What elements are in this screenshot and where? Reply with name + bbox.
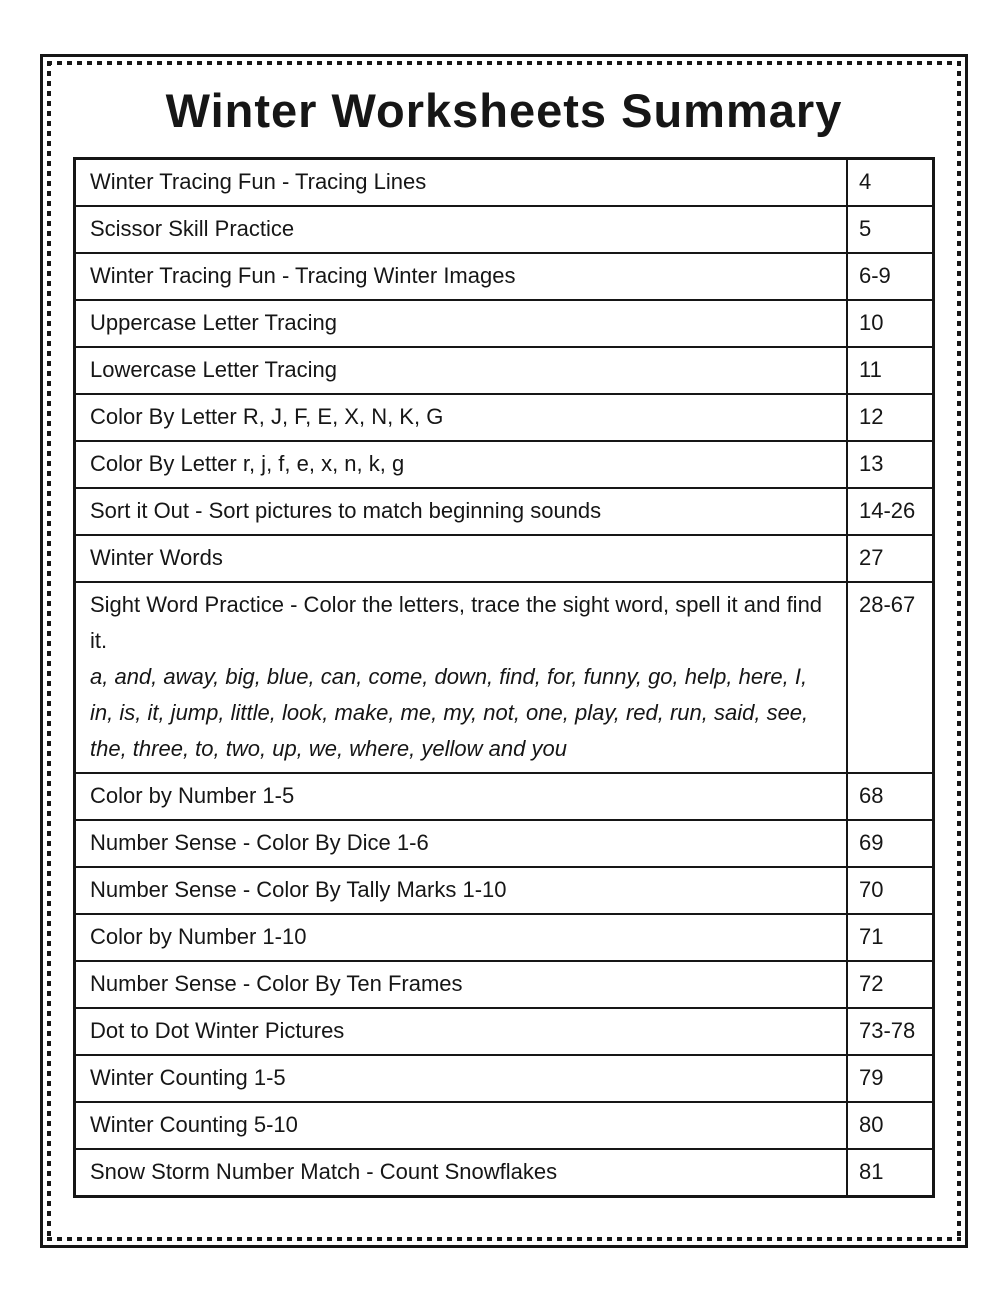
page-number-cell [846, 774, 932, 819]
dashed-border-bottom [47, 1237, 961, 1241]
page-number: 12 [859, 404, 884, 429]
worksheet-name: Number Sense - Color By Ten Frames [90, 971, 463, 996]
page-number: 68 [859, 783, 884, 808]
worksheet-name: Sort it Out - Sort pictures to match beginning sounds [90, 498, 602, 523]
worksheet-name-cell [76, 301, 846, 346]
table-row [76, 442, 932, 489]
page-number-cell [846, 821, 932, 866]
page-number: 69 [859, 830, 884, 855]
page-number: 27 [859, 545, 884, 570]
worksheet-name: Scissor Skill Practice [90, 216, 295, 241]
page-number-cell [846, 395, 932, 440]
worksheet-name-cell [76, 774, 846, 819]
page-number-cell [846, 962, 932, 1007]
page-number: 28-67 [859, 592, 916, 617]
page-number: 6-9 [859, 263, 891, 288]
table-row [76, 160, 932, 207]
worksheet-name-cell [76, 962, 846, 1007]
worksheet-name: Winter Tracing Fun - Tracing Lines [90, 169, 427, 194]
page-number-cell [846, 1009, 932, 1054]
worksheet-name: Winter Tracing Fun - Tracing Winter Images [90, 263, 516, 288]
worksheet-name-cell [76, 1009, 846, 1054]
page-number-cell [846, 1150, 932, 1195]
worksheet-name: Lowercase Letter Tracing [90, 357, 338, 382]
worksheet-name-cell [76, 207, 846, 252]
page-number: 11 [859, 357, 882, 382]
page-number: 71 [859, 924, 884, 949]
worksheet-name: Uppercase Letter Tracing [90, 310, 338, 335]
page-number-cell [846, 442, 932, 487]
table-row [76, 774, 932, 821]
table-row [76, 1103, 932, 1150]
table-row [76, 583, 932, 774]
worksheet-name-cell [76, 583, 846, 772]
table-row [76, 348, 932, 395]
worksheet-name: Color By Letter r, j, f, e, x, n, k, g [90, 451, 405, 476]
table-row [76, 868, 932, 915]
page-title: Winter Worksheets Summary [165, 84, 843, 137]
sight-words-list: a, and, away, big, blue, can, come, down, find, for, funny, go, help, here, I, in, is, it, jump, little, look, make, me, my, not, one, play, red, run, said, see, the, three, to, two, up, we, where, yellow and you [90, 664, 809, 761]
page-content [43, 57, 965, 1198]
worksheet-name: Dot to Dot Winter Pictures [90, 1018, 345, 1043]
worksheet-name: Snow Storm Number Match - Count Snowflakes [90, 1159, 558, 1184]
worksheet-name: Winter Counting 5-10 [90, 1112, 298, 1137]
worksheet-name: Number Sense - Color By Dice 1-6 [90, 830, 429, 855]
worksheet-name-cell [76, 395, 846, 440]
page-number-cell [846, 915, 932, 960]
worksheet-name-cell [76, 348, 846, 393]
page-number: 4 [859, 169, 872, 194]
worksheet-name: Sight Word Practice - Color the letters, trace the sight word, spell it and find it. [90, 592, 823, 653]
table-row [76, 395, 932, 442]
table-row [76, 915, 932, 962]
worksheet-name: Number Sense - Color By Tally Marks 1-10 [90, 877, 507, 902]
summary-table-body [73, 157, 935, 1198]
page-number: 70 [859, 877, 884, 902]
worksheet-name-cell [76, 868, 846, 913]
page-number: 5 [859, 216, 872, 241]
page-number: 81 [859, 1159, 884, 1184]
page-number-cell [846, 1103, 932, 1148]
table-row [76, 1009, 932, 1056]
worksheet-name-cell [76, 1103, 846, 1148]
page-number: 10 [859, 310, 884, 335]
page-number-cell [846, 301, 932, 346]
page-number: 72 [859, 971, 884, 996]
table-row [76, 301, 932, 348]
worksheet-name-cell [76, 442, 846, 487]
worksheet-name-cell [76, 536, 846, 581]
page-number-cell [846, 536, 932, 581]
table-row [76, 207, 932, 254]
table-row [76, 489, 932, 536]
worksheet-name-cell [76, 160, 846, 205]
worksheet-name-cell [76, 1056, 846, 1101]
worksheet-name-cell [76, 1150, 846, 1195]
table-row [76, 536, 932, 583]
worksheet-name: Winter Counting 1-5 [90, 1065, 286, 1090]
page-number-cell [846, 868, 932, 913]
page-frame [40, 54, 968, 1248]
worksheet-name: Winter Words [90, 545, 223, 570]
page-number: 73-78 [859, 1018, 916, 1043]
worksheet-name-cell [76, 254, 846, 299]
page-number-cell [846, 254, 932, 299]
page-number: 80 [859, 1112, 884, 1137]
page-number-cell [846, 489, 932, 534]
worksheet-name: Color By Letter R, J, F, E, X, N, K, G [90, 404, 444, 429]
table-row [76, 821, 932, 868]
page-number-cell [846, 1056, 932, 1101]
page-number: 79 [859, 1065, 884, 1090]
page-number-cell [846, 583, 932, 772]
worksheet-name-cell [76, 915, 846, 960]
table-row [76, 1056, 932, 1103]
page-number-cell [846, 160, 932, 205]
page-number-cell [846, 348, 932, 393]
page-number: 13 [859, 451, 884, 476]
table-row [76, 1150, 932, 1195]
page-number: 14-26 [859, 498, 916, 523]
worksheet-name: Color by Number 1-5 [90, 783, 295, 808]
page-number-cell [846, 207, 932, 252]
worksheet-name-cell [76, 489, 846, 534]
table-row [76, 962, 932, 1009]
table-row [76, 254, 932, 301]
worksheet-name-cell [76, 821, 846, 866]
worksheet-name: Color by Number 1-10 [90, 924, 307, 949]
